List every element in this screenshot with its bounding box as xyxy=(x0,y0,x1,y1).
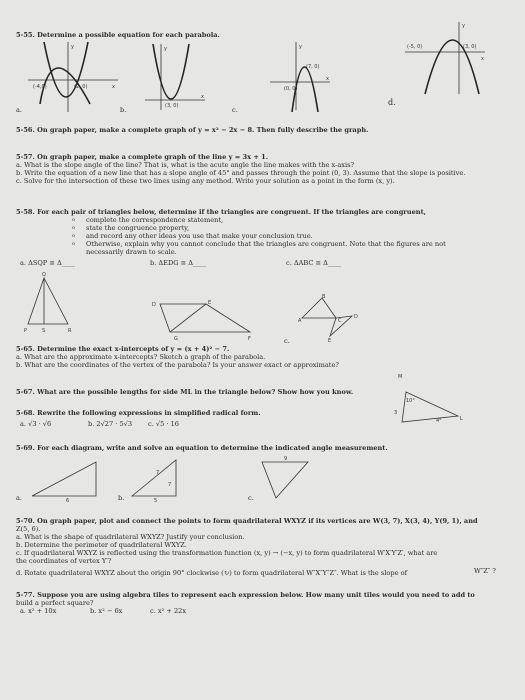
vertex-E2: E xyxy=(328,338,332,344)
bullet-icon: o xyxy=(72,233,76,239)
angle-label-2: 4° xyxy=(436,418,442,424)
bullet-text-3: and record any other ideas you use that make your conclusion true. xyxy=(86,232,313,240)
problem-5-67: 5-67. What are the possible lengths for side ML in the triangle below? Show how you know. xyxy=(16,388,354,396)
problem-5-77-c: c. x² + 22x xyxy=(150,607,187,615)
vertex-S: S xyxy=(42,328,46,334)
parabola-graph-c xyxy=(270,42,330,110)
problem-5-70-a: a. What is the shape of quadrilateral WXYZ? Justify your conclusion. xyxy=(16,533,245,541)
bullet-icon: o xyxy=(72,241,76,247)
problem-5-70-text1: 5-70. On graph paper, plot and connect the points to form quadrilateral WXYZ if its vertices are W(3, 7), X(3, 4), Y(9, 1), and xyxy=(16,517,478,525)
bullet-text-5: necessarily drawn to scale. xyxy=(86,248,177,256)
vertex-C: C xyxy=(338,318,342,324)
bullet-icon: o xyxy=(72,217,76,223)
triangle-figure-a xyxy=(22,270,82,332)
side-label: 3 xyxy=(394,410,398,416)
bullet-text-2: state the congruence property, xyxy=(86,224,190,232)
label-555-c: c. xyxy=(232,106,238,114)
label-555-d: d. xyxy=(388,98,396,107)
point-label-a2: (2, 0) xyxy=(74,84,88,90)
vertex-B: B xyxy=(322,294,326,300)
vertex-D: D xyxy=(152,302,156,308)
parabola-graph-a xyxy=(28,42,118,112)
vertex-M: M xyxy=(398,374,403,380)
angle-diagram-a xyxy=(26,456,106,502)
vertex-G: G xyxy=(174,336,178,342)
axis-label-by: y xyxy=(164,46,167,52)
label-569-c: c. xyxy=(248,494,254,502)
point-label-c1: (7, 0) xyxy=(306,64,320,70)
parabola-graph-b xyxy=(145,44,205,110)
label-569-b: b. xyxy=(118,494,125,502)
triangle-figure-c xyxy=(292,292,372,342)
label-555-b: b. xyxy=(120,106,127,114)
problem-5-56: 5-56. On graph paper, make a complete graph of y = x² − 2x − 8. Then fully describe the graph. xyxy=(16,126,369,134)
problem-5-77-text2: build a perfect square? xyxy=(16,599,94,607)
problem-5-58-a: a. ΔSQP ≅ Δ____ xyxy=(20,259,75,267)
axis-label-cy: y xyxy=(299,44,302,50)
problem-5-68: 5-68. Rewrite the following expressions in simplified radical form. xyxy=(16,409,261,417)
problem-5-77-text1: 5-77. Suppose you are using algebra tiles to represent each expression below. How many unit tiles would you need to add to xyxy=(16,591,475,599)
side-label-c-top: 9 xyxy=(284,456,288,462)
problem-5-57-intro: 5-57. On graph paper, make a complete graph of the line y = 3x + 1. xyxy=(16,153,269,161)
bullet-icon: o xyxy=(72,225,76,231)
problem-5-70-c1: c. If quadrilateral WXYZ is reflected using the transformation function (x, y) → (−x, y) to form quadrilateral W′X′Y′Z′, what are xyxy=(16,549,438,557)
side-label-a: 6 xyxy=(66,498,70,504)
problem-5-58-b: b. ΔEDG ≅ Δ____ xyxy=(150,259,207,267)
problem-5-57-a: a. What is the slope angle of the line? That is, what is the acute angle the line makes with the x-axis? xyxy=(16,161,355,169)
problem-5-70-b: b. Determine the perimeter of quadrilateral WXYZ. xyxy=(16,541,187,549)
axis-label-ay: y xyxy=(71,44,74,50)
problem-5-69: 5-69. For each diagram, write and solve an equation to determine the indicated angle measurement. xyxy=(16,444,388,452)
problem-5-70-c2: the coordinates of vertex Y′? xyxy=(16,557,112,565)
triangle-ML-figure xyxy=(392,370,472,430)
problem-5-77-b: b. x² − 6x xyxy=(90,607,123,615)
axis-label-ax: x xyxy=(112,84,115,90)
label-558-c-fig: c. xyxy=(284,337,290,345)
point-label-d2: (3, 0) xyxy=(463,44,477,50)
angle-label-1: 10° xyxy=(406,398,415,404)
point-label-a1: (-4,0) xyxy=(33,84,47,90)
side-label-b-top: 7 xyxy=(156,470,160,476)
vertex-L: L xyxy=(460,416,463,422)
problem-5-58-intro: 5-58. For each pair of triangles below, determine if the triangles are congruent. If the triangles are congruent, xyxy=(16,208,426,216)
point-label-c2: (0, 0) xyxy=(284,86,298,92)
bullet-text-4: Otherwise, explain why you cannot conclude that the triangles are congruent. Note that the figures are not xyxy=(86,240,446,248)
label-555-a: a. xyxy=(16,106,23,114)
point-label-b1: (3, 0) xyxy=(165,103,179,109)
problem-5-70-text2: Z(5, 6). xyxy=(16,525,41,533)
problem-5-57-b: b. Write the equation of a new line that has a slope angle of 45° and passes through the point (0, 3). Assume that the slope is positive. xyxy=(16,169,466,177)
problem-5-68-a: a. √3 · √6 xyxy=(20,420,52,428)
angle-diagram-b xyxy=(126,456,186,502)
vertex-P: P xyxy=(24,328,28,334)
problem-5-77-a: a. x² + 10x xyxy=(20,607,57,615)
side-label-b-base: 5 xyxy=(154,498,158,504)
angle-diagram-c xyxy=(258,458,318,504)
axis-label-cx: x xyxy=(326,76,329,82)
vertex-D2: D xyxy=(354,314,358,320)
problem-5-68-b: b. 2√27 · 5√3 xyxy=(88,420,133,428)
parabola-graph-d xyxy=(405,22,485,94)
label-569-a: a. xyxy=(16,494,23,502)
vertex-E: E xyxy=(208,300,212,306)
side-label-b-side: 7 xyxy=(168,482,172,488)
problem-5-65-a: a. What are the approximate x-intercepts? Sketch a graph of the parabola. xyxy=(16,353,266,361)
problem-5-58-c: c. ΔABC ≅ Δ____ xyxy=(286,259,342,267)
vertex-F: F xyxy=(248,336,251,342)
problem-5-68-c: c. √5 · 16 xyxy=(148,420,179,428)
bullet-text-1: complete the correspondence statement, xyxy=(86,216,224,224)
problem-5-57-c: c. Solve for the intersection of these two lines using any method. Write your solution as a point in the form (x, y). xyxy=(16,177,395,185)
axis-label-dy: y xyxy=(462,23,465,29)
point-label-d1: (-5, 0) xyxy=(407,44,423,50)
triangle-figure-b xyxy=(150,298,260,342)
problem-5-65-b: b. What are the coordinates of the vertex of the parabola? Is your answer exact or approximate? xyxy=(16,361,339,369)
vertex-Q: Q xyxy=(42,272,46,278)
vertex-A: A xyxy=(298,318,302,324)
axis-label-dx: x xyxy=(481,56,484,62)
axis-label-bx: x xyxy=(201,94,204,100)
problem-5-70-d-end: W″Z″ ? xyxy=(474,567,496,575)
problem-5-70-d: d. Rotate quadrilateral WXYZ about the origin 90° clockwise (↻) to form quadrilateral W″X″Y″Z″. What is the slope of xyxy=(16,569,408,577)
problem-5-65-intro: 5-65. Determine the exact x-intercepts of y = (x + 4)² − 7. xyxy=(16,345,230,353)
problem-5-55-title: 5-55. Determine a possible equation for each parabola. xyxy=(16,31,220,39)
vertex-R: R xyxy=(68,328,72,334)
